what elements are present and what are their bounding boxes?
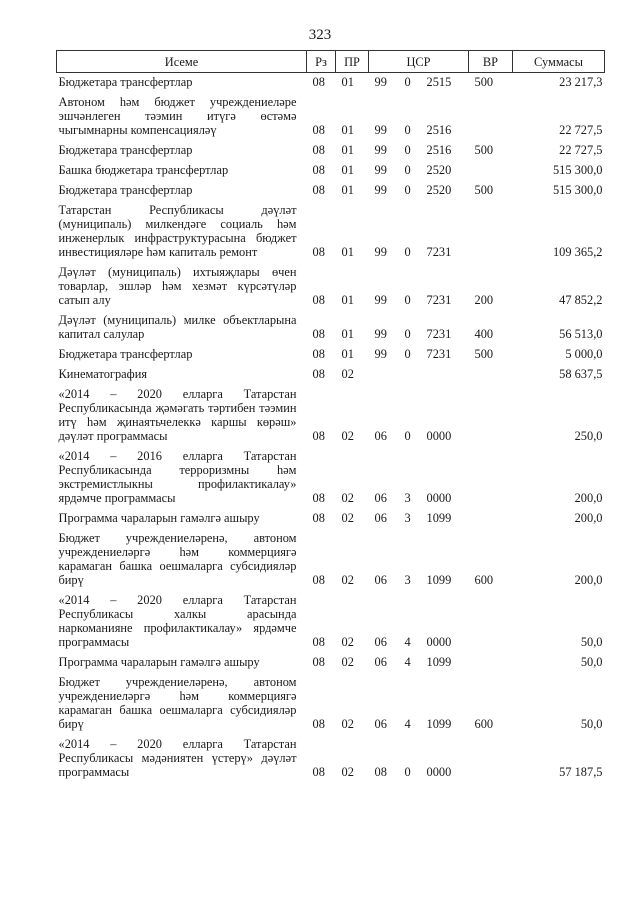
row-csr-subprogram [399,365,421,385]
row-csr-program: 99 [374,183,387,197]
row-csr-subprogram: 0 [404,293,411,307]
row-sum: 56 513,0 [559,327,603,341]
row-csr-program: 99 [374,163,387,177]
row-name: «2014 – 2020 елларга Татарстан Республикасы халкы арасында наркоманияне профилактикалау» ярдәмче программасы [58,593,297,649]
row-sum: 515 300,0 [552,163,603,177]
table-row [57,447,605,509]
row-pr: 01 [341,123,354,137]
row-csr-direction: 2520 [426,183,452,197]
row-pr: 02 [341,635,354,649]
row-csr-subprogram: 0 [404,347,411,361]
row-csr-subprogram: 4 [404,717,411,731]
row-rz: 08 [312,573,325,587]
row-name: Программа чараларын гамәлгә ашыру [58,511,260,525]
row-rz: 08 [312,123,325,137]
table-row [57,181,605,201]
row-name: Бюджетара трансфертлар [58,75,193,89]
row-csr-direction [421,365,469,385]
row-sum: 250,0 [574,429,603,443]
table-row [57,201,605,263]
row-pr: 01 [341,163,354,177]
row-name: Автоном һәм бюджет учреждениеләре эшчәнлеген тәэмин итүгә өстәмә чыгымнарны компенсацияләү [58,95,297,137]
row-name: Башка бюджетара трансфертлар [58,163,229,177]
row-csr-direction: 1099 [426,717,452,731]
row-csr-direction: 0000 [426,429,452,443]
row-rz: 08 [312,143,325,157]
row-rz: 08 [312,491,325,505]
row-pr: 02 [341,511,354,525]
row-sum: 200,0 [574,511,603,525]
row-vr [469,591,513,653]
row-csr-direction: 1099 [426,511,452,525]
table-row [57,73,605,94]
row-sum: 22 727,5 [559,123,603,137]
row-sum: 200,0 [574,573,603,587]
table-row [57,673,605,735]
row-vr: 500 [474,143,494,157]
row-sum: 58 637,5 [559,367,603,381]
row-name: Бюджет учреждениеләренә, автоном учреждениеләргә һәм коммерциягә карамаган башка оешмаларга субсидияләр бирү [58,531,297,587]
row-pr: 01 [341,183,354,197]
row-vr: 500 [474,75,494,89]
row-csr-program: 06 [374,717,387,731]
row-csr-subprogram: 3 [404,491,411,505]
row-csr-subprogram: 0 [404,765,411,779]
row-csr-subprogram: 0 [404,327,411,341]
row-vr [469,653,513,673]
row-csr-direction: 7231 [426,347,452,361]
row-pr: 02 [341,655,354,669]
row-sum: 5 000,0 [565,347,603,361]
header-sum: Суммасы [513,51,605,73]
row-sum: 47 852,2 [559,293,603,307]
row-csr-direction: 2520 [426,163,452,177]
row-pr: 01 [341,293,354,307]
row-csr-direction: 7231 [426,293,452,307]
row-csr-program: 99 [374,75,387,89]
row-name: «2014 – 2020 елларга Татарстан Республикасында җәмәгать тәртибен тәэмин итү һәм җинаятьчелеккә каршы көрәш» дәүләт программасы [58,387,297,443]
row-name: Дәүләт (муниципаль) милке объектларына капитал салулар [58,313,297,341]
table-row [57,141,605,161]
row-pr: 02 [341,367,354,381]
row-pr: 02 [341,491,354,505]
row-csr-direction: 7231 [426,327,452,341]
row-csr-program: 06 [374,655,387,669]
row-csr-subprogram: 0 [404,123,411,137]
row-rz: 08 [312,327,325,341]
row-csr-direction: 0000 [426,635,452,649]
table-row [57,385,605,447]
row-csr-subprogram: 4 [404,655,411,669]
row-vr [469,201,513,263]
header-name: Исеме [57,51,307,73]
row-rz: 08 [312,429,325,443]
row-name: Бюджетара трансфертлар [58,143,193,157]
row-name: Бюджетара трансфертлар [58,347,193,361]
row-sum: 109 365,2 [552,245,603,259]
row-csr-program: 06 [374,491,387,505]
row-name: Бюджетара трансфертлар [58,183,193,197]
row-csr-direction: 1099 [426,655,452,669]
table-row [57,161,605,181]
row-vr [469,93,513,141]
row-rz: 08 [312,655,325,669]
row-pr: 01 [341,245,354,259]
row-vr [469,365,513,385]
row-name: Программа чараларын гамәлгә ашыру [58,655,260,669]
row-sum: 200,0 [574,491,603,505]
row-sum: 23 217,3 [559,75,603,89]
row-csr-subprogram: 4 [404,635,411,649]
row-rz: 08 [312,347,325,361]
row-vr: 600 [474,573,494,587]
row-csr-subprogram: 3 [404,511,411,525]
row-csr-program: 99 [374,327,387,341]
row-csr-direction: 2516 [426,143,452,157]
row-csr-direction: 1099 [426,573,452,587]
row-csr-subprogram: 0 [404,245,411,259]
row-name: Кинематография [58,367,148,381]
row-csr-program: 99 [374,347,387,361]
row-pr: 01 [341,143,354,157]
row-csr-subprogram: 0 [404,75,411,89]
row-csr-direction: 0000 [426,765,452,779]
table-row [57,365,605,385]
row-csr-program [369,365,399,385]
row-rz: 08 [312,717,325,731]
row-csr-program: 99 [374,123,387,137]
row-rz: 08 [312,511,325,525]
row-rz: 08 [312,635,325,649]
row-rz: 08 [312,293,325,307]
row-rz: 08 [312,183,325,197]
row-pr: 01 [341,347,354,361]
row-sum: 50,0 [580,717,603,731]
row-csr-direction: 2516 [426,123,452,137]
row-csr-program: 06 [374,573,387,587]
row-csr-program: 06 [374,511,387,525]
table-row [57,345,605,365]
header-rz: Рз [307,51,336,73]
row-csr-subprogram: 0 [404,143,411,157]
row-pr: 02 [341,765,354,779]
row-csr-program: 99 [374,245,387,259]
table-body [57,73,605,784]
row-rz: 08 [312,765,325,779]
row-sum: 57 187,5 [559,765,603,779]
table-row [57,591,605,653]
row-pr: 02 [341,573,354,587]
row-csr-program: 99 [374,143,387,157]
row-rz: 08 [312,163,325,177]
row-csr-program: 99 [374,293,387,307]
row-rz: 08 [312,367,325,381]
row-rz: 08 [312,75,325,89]
table-row [57,311,605,345]
table-row [57,509,605,529]
row-vr [469,161,513,181]
budget-table [56,50,605,783]
table-row [57,529,605,591]
row-vr: 500 [474,347,494,361]
row-vr [469,509,513,529]
row-vr [469,385,513,447]
row-name: «2014 – 2016 елларга Татарстан Республикасында терроризмны һәм экстремистлыкны профилактикалау» ярдәмче программасы [58,449,297,505]
row-csr-program: 06 [374,429,387,443]
row-name: «2014 – 2020 елларга Татарстан Республикасы мәдәниятен үстерү» дәүләт программасы [58,737,297,779]
row-vr: 400 [474,327,494,341]
row-pr: 01 [341,327,354,341]
row-csr-subprogram: 0 [404,163,411,177]
row-sum: 515 300,0 [552,183,603,197]
header-csr: ЦСР [369,51,469,73]
row-vr: 500 [474,183,494,197]
row-name: Татарстан Республикасы дәүләт (муниципаль) милкендәге социаль һәм инженерлык инфраструктурасына бюджет инвестицияләре һәм капиталь ремонт [58,203,297,259]
page-number: 323 [308,27,332,43]
row-csr-program: 06 [374,635,387,649]
table-row [57,93,605,141]
row-vr [469,735,513,783]
header-vr: ВР [469,51,513,73]
row-vr [469,447,513,509]
table-row [57,263,605,311]
row-pr: 01 [341,75,354,89]
row-vr: 200 [474,293,494,307]
row-csr-subprogram: 0 [404,429,411,443]
row-pr: 02 [341,717,354,731]
row-csr-program: 08 [374,765,387,779]
table-row [57,653,605,673]
table-header-row [57,51,605,73]
row-vr: 600 [474,717,494,731]
row-csr-direction: 2515 [426,75,452,89]
header-pr: ПР [336,51,369,73]
row-csr-direction: 7231 [426,245,452,259]
row-csr-subprogram: 0 [404,183,411,197]
row-sum: 22 727,5 [559,143,603,157]
row-sum: 50,0 [580,655,603,669]
row-pr: 02 [341,429,354,443]
row-csr-direction: 0000 [426,491,452,505]
row-name: Бюджет учреждениеләренә, автоном учреждениеләргә һәм коммерциягә карамаган башка оешмаларга субсидияләр бирү [58,675,297,731]
row-csr-subprogram: 3 [404,573,411,587]
row-name: Дәүләт (муниципаль) ихтыяҗлары өчен товарлар, эшләр һәм хезмәт күрсәтүләр сатып алу [58,265,297,307]
table-row [57,735,605,783]
row-sum: 50,0 [580,635,603,649]
row-rz: 08 [312,245,325,259]
